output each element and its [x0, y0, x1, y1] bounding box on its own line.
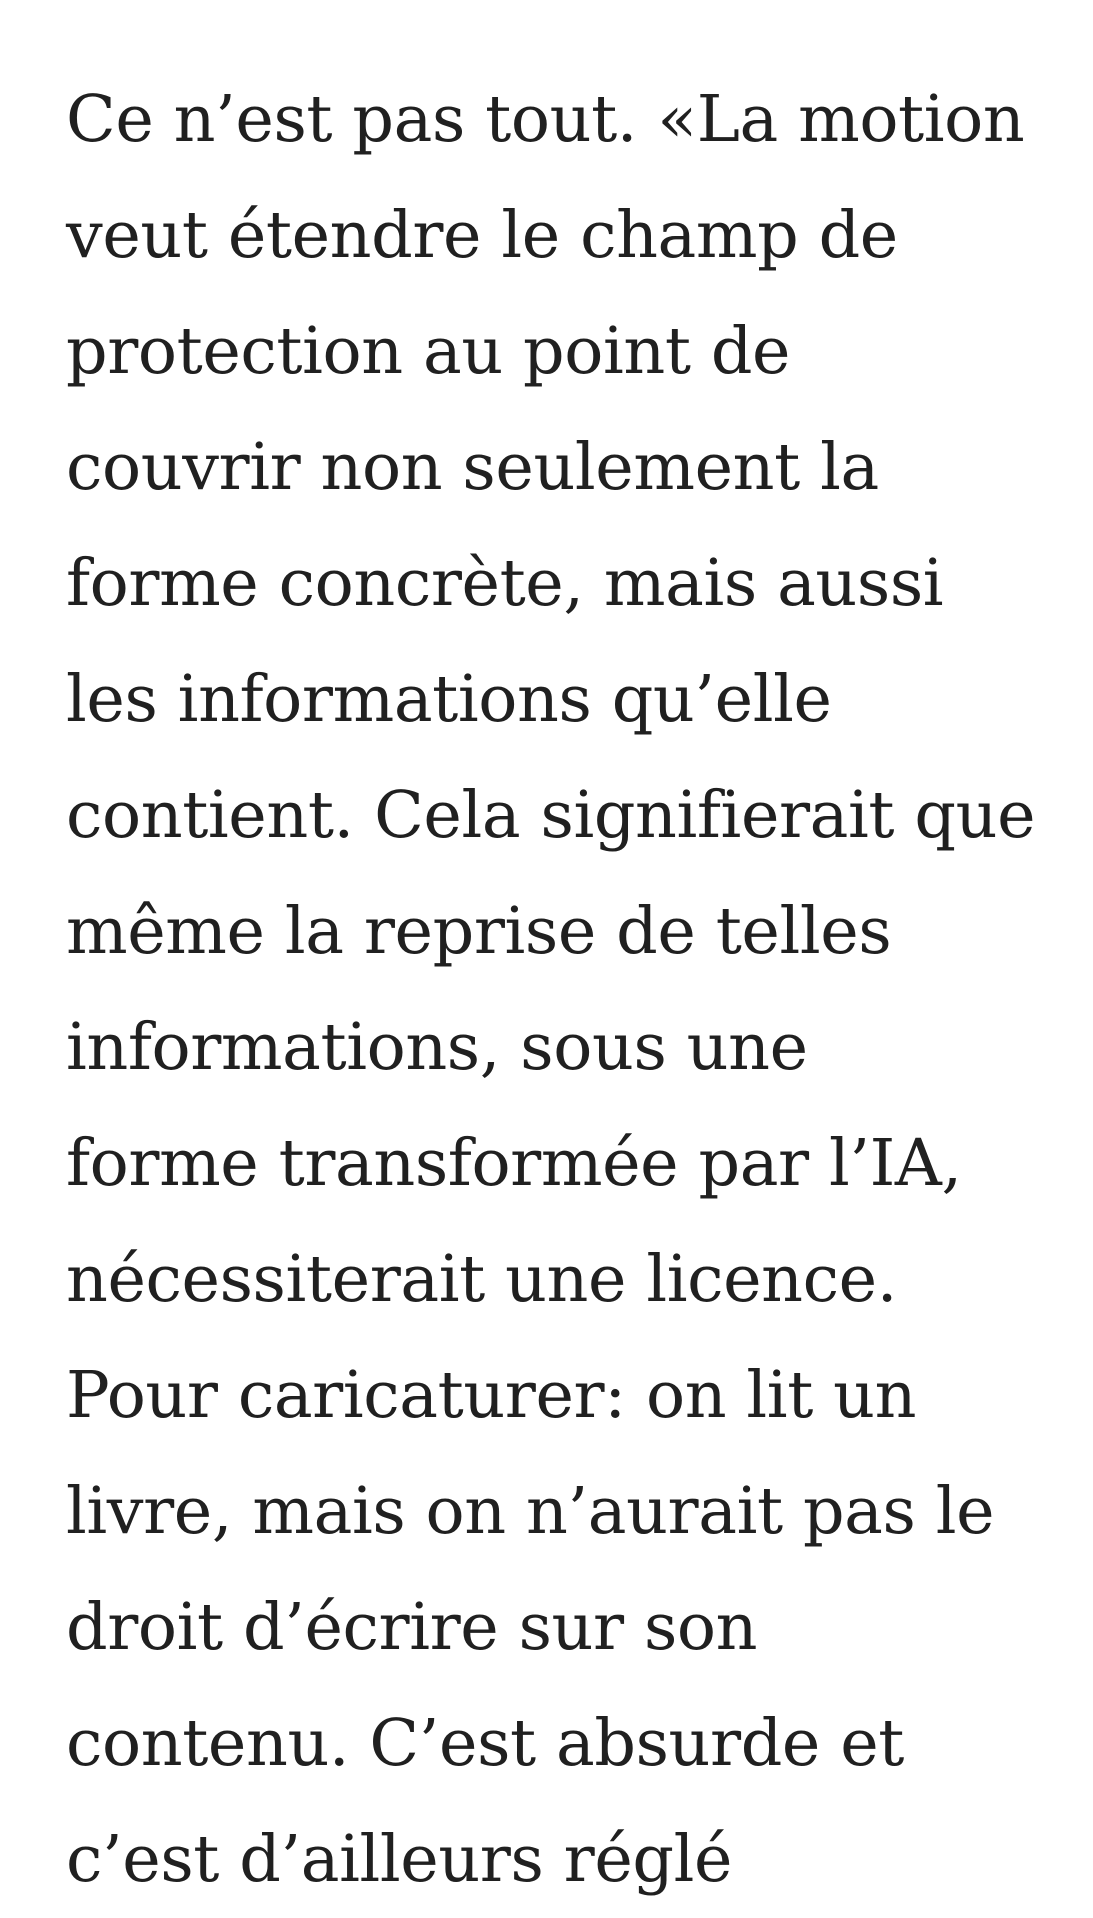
paragraph-line: les informations qu’elle: [66, 662, 832, 737]
paragraph-line: contenu. C’est absurde et: [66, 1706, 905, 1781]
paragraph-line: forme concrète, mais aussi: [66, 546, 944, 621]
paragraph-line: protection au point de: [66, 314, 791, 389]
paragraph-line: nécessiterait une licence.: [66, 1242, 897, 1317]
paragraph-line: Pour caricaturer: on lit un: [66, 1358, 917, 1433]
article-body: [66, 62, 1056, 1918]
paragraph-line: livre, mais on n’aurait pas le: [66, 1474, 995, 1549]
paragraph-line: droit d’écrire sur son: [66, 1590, 758, 1665]
paragraph-line: informations, sous une: [66, 1010, 808, 1085]
paragraph-line: contient. Cela signifierait que: [66, 778, 1036, 853]
paragraph-line: même la reprise de telles: [66, 894, 892, 969]
paragraph-line: Ce n’est pas tout. «La motion: [66, 82, 1025, 157]
paragraph-line: forme transformée par l’IA,: [66, 1126, 962, 1201]
article-paragraph: [66, 62, 1056, 1918]
paragraph-line: c’est d’ailleurs réglé: [66, 1822, 733, 1897]
paragraph-line: couvrir non seulement la: [66, 430, 879, 505]
paragraph-line: veut étendre le champ de: [66, 198, 898, 273]
